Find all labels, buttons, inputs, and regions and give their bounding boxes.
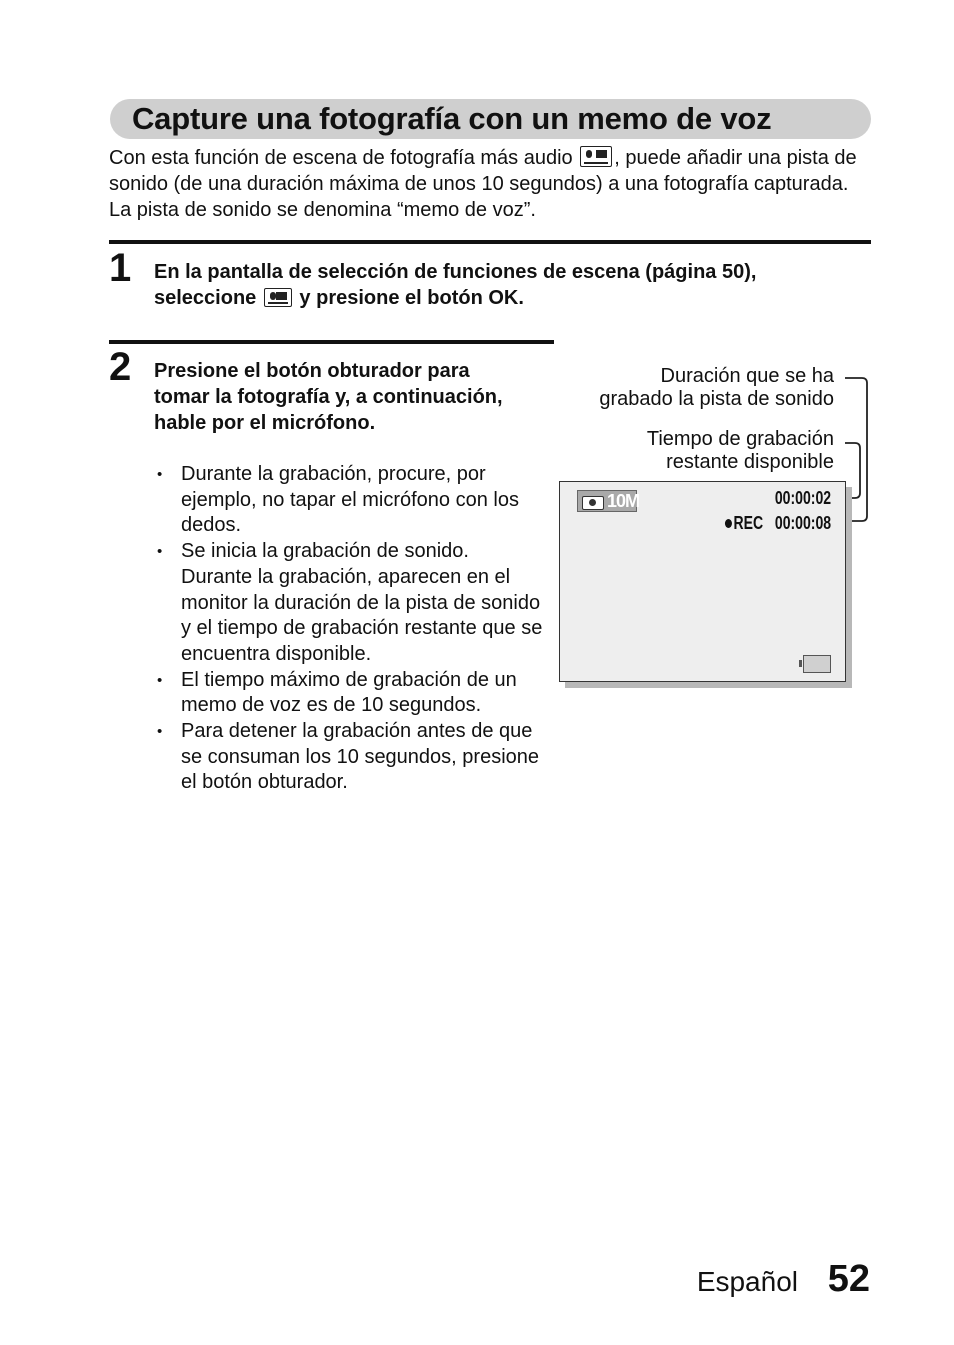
step1-number: 1 — [109, 246, 132, 290]
rec-label: REC — [733, 513, 764, 533]
step2-number: 2 — [109, 345, 132, 389]
step1-text — [154, 259, 854, 311]
elapsed-time: 00:00:02 — [774, 488, 831, 508]
footer-language: Español — [696, 1266, 798, 1297]
title-bar — [110, 99, 871, 139]
record-dot-icon — [725, 519, 732, 528]
audio-photo-scene-icon — [580, 146, 612, 167]
list-item: • Se inicia la grabación de sonido. Durante la grabación, aparecen en el monitor la duración de la pista de sonido y el tiempo de grabación restante que se encuentra disponible. — [154, 539, 544, 668]
camera-monitor-screen — [559, 481, 846, 682]
list-item: • El tiempo máximo de grabación de un memo de voz es de 10 segundos. — [154, 668, 544, 719]
intro-text-b: , puede añadir una pista de sonido (de una duración máxima de unos 10 segundos) a una fotografía capturada. La pista de sonido se denomina “memo de voz”. — [109, 147, 857, 221]
list-item: • Durante la grabación, procure, por ejemplo, no tapar el micrófono con los dedos. — [154, 462, 544, 539]
photo-mode-badge — [577, 490, 640, 512]
callout-line: Tiempo de grabación — [646, 428, 834, 450]
step2-bullet-list — [154, 462, 544, 796]
callout-line: restante disponible — [666, 451, 834, 473]
step1-divider — [109, 240, 871, 244]
step2-divider — [109, 340, 554, 344]
resolution-label: 10M — [607, 491, 640, 511]
rec-status — [725, 513, 831, 534]
callout-line: Duración que se ha — [660, 365, 834, 387]
callout-recorded-duration — [599, 365, 834, 411]
step1-text-b: y presione el botón OK. — [299, 287, 524, 309]
callout-line: grabado la pista de sonido — [599, 388, 834, 410]
step1-text-a: En la pantalla de selección de funciones de escena (página 50), seleccione — [154, 261, 757, 309]
list-item: • Para detener la grabación antes de que se consuman los 10 segundos, presione el botón obturador. — [154, 719, 544, 796]
page-number: 52 — [827, 1258, 870, 1300]
camera-icon — [582, 496, 604, 510]
battery-icon — [803, 655, 831, 673]
intro-text-a: Con esta función de escena de fotografía más audio — [109, 147, 573, 169]
page-title: Capture una fotografía con un memo de voz — [132, 101, 772, 136]
callout-remaining-time — [647, 428, 834, 474]
intro-paragraph — [109, 145, 869, 223]
remaining-time: 00:00:08 — [774, 513, 831, 533]
audio-photo-scene-icon — [264, 288, 292, 307]
step2-heading: Presione el botón obturador para tomar la fotografía y, a continuación, hable por el micrófono. — [154, 360, 503, 434]
